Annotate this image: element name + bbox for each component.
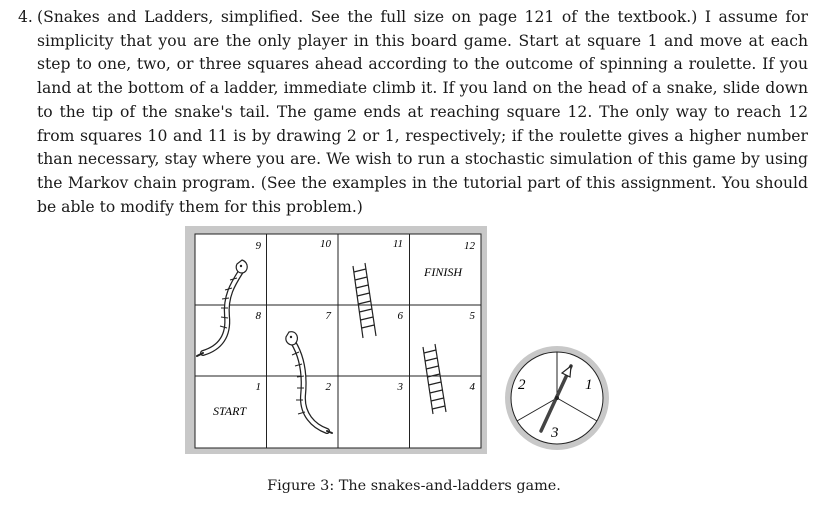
square-6: 6 <box>397 310 403 322</box>
square-7: 7 <box>325 310 331 322</box>
square-11: 11 <box>392 238 403 250</box>
square-10: 10 <box>320 238 331 250</box>
square-4: 4 <box>469 381 475 393</box>
square-12: 12 <box>464 240 475 252</box>
square-3: 3 <box>397 381 403 393</box>
problem-number: 4. <box>18 8 33 26</box>
roulette-spinner <box>505 346 609 450</box>
start-label: START <box>213 404 247 418</box>
problem-text: (Snakes and Ladders, simplified. See the full size on page 121 of the textbook.) I assume for simplicity that you are the only player in this board game. Start at square 1 and move at each step to one, two, or three squares ahead according to the outcome of spinning a roulette. If you land at the bottom of a ladder, immediate climb it. If you land on the head of a snake, slide down to the tip of the snake's tail. The game ends at reaching square 12. The only way to reach 12 from squares 10 and 11 is by drawing 2 or 1, respectively; if the roulette gives a higher number than necessary, stay where you are. We wish to run a stochastic simulation of this game by using the Markov chain program. (See the examples in the tutorial part of this assignment. You should be able to modify them for this problem.) <box>37 8 808 216</box>
spinner-label-1: 1 <box>585 377 593 393</box>
square-2: 2 <box>325 381 331 393</box>
spinner-label-3: 3 <box>551 425 559 441</box>
snakes-ladders-figure <box>185 226 610 456</box>
square-5: 5 <box>469 310 475 322</box>
square-9: 9 <box>255 240 261 252</box>
finish-label: FINISH <box>424 265 462 279</box>
board-diagram <box>185 226 610 456</box>
square-8: 8 <box>255 310 261 322</box>
square-1: 1 <box>255 381 261 393</box>
spinner-label-2: 2 <box>518 377 526 393</box>
figure-caption: Figure 3: The snakes-and-ladders game. <box>267 478 561 494</box>
